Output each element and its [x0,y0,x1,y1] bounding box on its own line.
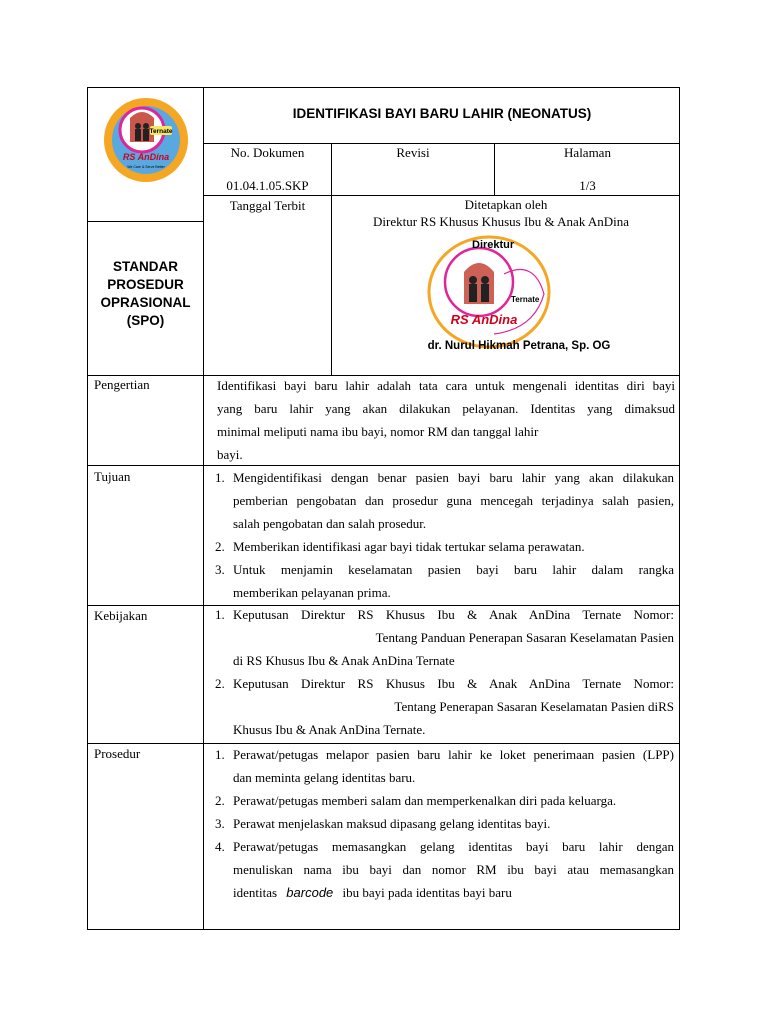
list-number: 2. [215,676,225,691]
text-line: menuliskan nama ibu bayi dan nomor RM ibu bayi atau memasangkan [233,862,674,877]
list-item [215,812,674,835]
svg-text:RS AnDina: RS AnDina [450,312,518,327]
signatory-name: dr. Nurul Hikmah Petrana, Sp. OG [427,340,611,352]
section-label-pengertian: Pengertian [94,377,150,392]
text-line: dan meminta gelang identitas baru. [233,770,416,785]
halaman-value: 1/3 [579,178,596,193]
text-line: salah pengobatan dan salah prosedur. [233,516,427,531]
svg-text:RS AnDina: RS AnDina [122,152,170,162]
svg-text:We Care & Serve Better: We Care & Serve Better [127,165,165,169]
divider [88,221,204,222]
list-item [215,743,674,789]
direktur-label: Direktur [472,239,515,251]
spo-line: (SPO) [126,313,165,328]
text-line: yang baru lahir yang akan dilakukan pelayanan. Identitas yang dimaksud [217,401,675,416]
no-dokumen-value: 01.04.1.05.SKP [226,178,309,193]
list-number: 2. [215,793,225,808]
document-title: IDENTIFIKASI BAYI BARU LAHIR (NEONATUS) [292,106,592,121]
list-number: 1. [215,747,225,762]
tujuan-list [215,466,674,604]
list-number: 3. [215,562,225,577]
ditetapkan-director-line: Direktur RS Khusus Khusus Ibu & Anak AnDina [372,214,630,229]
list-number: 3. [215,816,225,831]
svg-text:Ternate: Ternate [149,128,173,135]
halaman-label: Halaman [564,145,611,160]
text-fragment: ibu bayi pada identitas bayi baru [342,885,512,900]
text-fragment: identitas [233,885,278,900]
tanggal-terbit-label: Tanggal Terbit [229,198,306,213]
hospital-logo [102,96,190,184]
list-item [215,789,674,812]
spo-line: PROSEDUR [107,277,184,292]
spo-line: STANDAR [113,259,178,274]
ditetapkan-line: Ditetapkan oleh [464,197,548,212]
text-line: Untuk menjamin keselamatan pasien bayi baru lahir dalam rangka [233,562,674,577]
spo-title [88,258,203,330]
section-label-prosedur: Prosedur [94,746,141,761]
list-item [215,466,674,535]
text-line: Memberikan identifikasi agar bayi tidak tertukar selama perawatan. [233,539,585,554]
text-line: minimal meliputi nama ibu bayi, nomor RM dan tanggal lahir [217,424,539,439]
text-line: Perawat/petugas melapor pasien baru lahir ke loket penerimaan pasien (LPP) [233,747,674,762]
text-line: pemberian pengobatan dan prosedur guna mencegah terjadinya salah pasien, [233,493,674,508]
text-line: Mengidentifikasi dengan benar pasien bayi baru lahir yang akan dilakukan [233,470,674,485]
ditetapkan-block [332,196,680,230]
text-line: Khusus Ibu & Anak AnDina Ternate. [233,722,426,737]
pengertian-text [217,374,675,466]
text-line: Perawat menjelaskan maksud dipasang gelang identitas bayi. [233,816,551,831]
text-line: Keputusan Direktur RS Khusus Ibu & Anak AnDina Ternate Nomor: [233,676,674,691]
text-line: Perawat/petugas memasangkan gelang identitas bayi baru lahir dengan [233,839,674,854]
text-line: bayi. [217,447,243,462]
spo-document [87,87,680,930]
revisi-label: Revisi [396,145,430,160]
section-label-tujuan: Tujuan [94,469,131,484]
list-number: 2. [215,539,225,554]
divider [203,143,680,144]
list-item [215,558,674,604]
list-item [215,835,674,904]
list-number: 4. [215,839,225,854]
text-line: memberikan pelayanan prima. [233,585,391,600]
text-line: di RS Khusus Ibu & Anak AnDina Ternate [233,653,455,668]
text-line [233,881,674,904]
text-line: Perawat/petugas memberi salam dan memperkenalkan diri pada keluarga. [233,793,617,808]
text-line: Tentang Penerapan Sasaran Keselamatan Pasien diRS [394,699,674,714]
barcode-term: barcode [286,885,334,900]
text-line: Identifikasi bayi baru lahir adalah tata cara untuk mengenali identitas diri bayi [217,378,675,393]
list-number: 1. [215,607,225,622]
text-line: Keputusan Direktur RS Khusus Ibu & Anak AnDina Ternate Nomor: [233,607,674,622]
list-item [215,603,674,672]
text-line: Tentang Panduan Penerapan Sasaran Keselamatan Pasien [375,630,674,645]
hospital-stamp [424,234,554,352]
spo-line: OPRASIONAL [100,295,191,310]
list-item [215,535,674,558]
list-number: 1. [215,470,225,485]
divider [203,88,204,930]
prosedur-list [215,743,674,904]
svg-text:Ternate: Ternate [511,295,540,304]
section-label-kebijakan: Kebijakan [94,608,148,623]
no-dokumen-label: No. Dokumen [230,145,305,160]
list-item [215,672,674,741]
kebijakan-list [215,603,674,741]
